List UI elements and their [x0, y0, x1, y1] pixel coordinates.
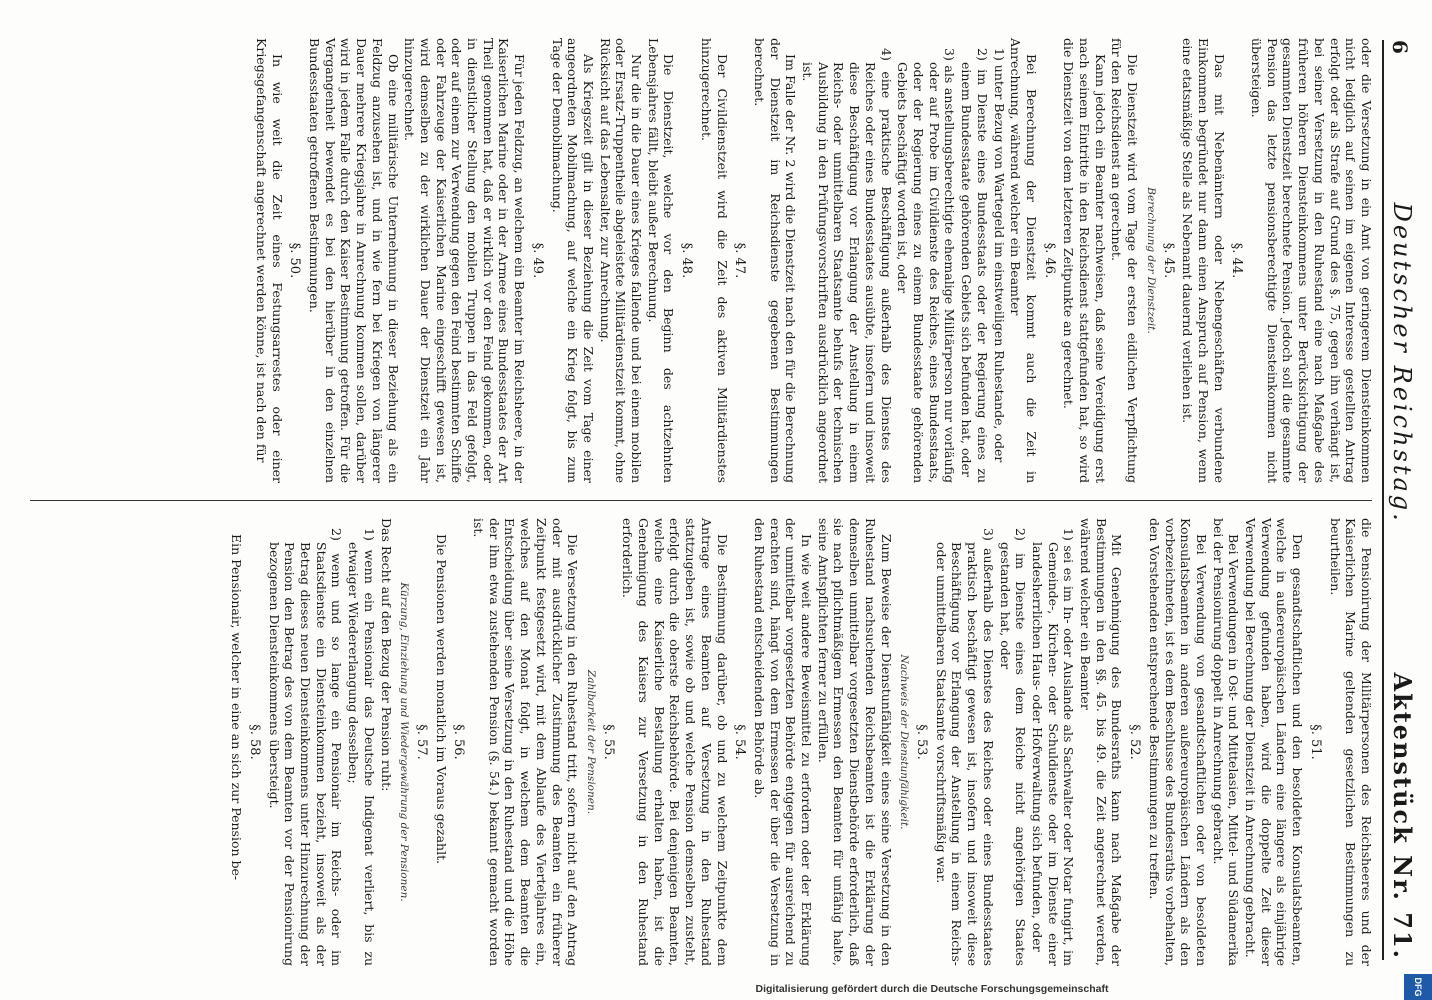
document-number: Aktenstück Nr. 71. — [1388, 672, 1417, 960]
list-item: 2) im Dienste eines dem Reiche nicht angehörigen Staates gestanden hat, oder — [997, 528, 1029, 966]
section-heading: §. 49. — [529, 242, 545, 279]
page-title: Deutscher Reichstag. — [1388, 202, 1416, 524]
paragraph: Die Dienstzeit, welche vor den Beginn des achtzehnten Lebensjahres fällt, bleibt außer Berechnung. — [645, 38, 677, 483]
list-item: 1) wenn ein Pensionair das Deutsche Indigenat verliert, bis zu etwaiger Wiedererlangung desselben; — [346, 528, 377, 966]
section-heading: §. 53. — [914, 724, 930, 760]
digitization-note — [672, 982, 1192, 996]
section-heading: §. 58. — [246, 724, 262, 760]
section-heading: §. 54. — [732, 724, 748, 760]
section-heading: §. 56. — [451, 724, 467, 760]
paragraph: Ob eine militärische Unternehmung in dieser Beziehung als ein Feldzug anzusehen ist, und in wie fern bei Kriegen von längerer Dauer mehrere Kriegsjahre in Anrechnung kommen sollen, darüber wird in jedem Falle durch den Kaiser Bestimmung getroffen. Für die Vergangenheit bewendet es bei den hierüber in den einzelnen Bundesstaaten getroffenen Bestimmungen. — [307, 38, 401, 483]
dfg-logo: DFG — [1404, 974, 1432, 1000]
section-heading: §. 50. — [287, 242, 303, 279]
left-column — [20, 38, 1374, 483]
paragraph: Die Dienstzeit wird vom Tage der ersten eidlichen Verpflichtung für den Reichsdienst an gerechnet. — [1109, 38, 1141, 483]
paragraph: In wie weit andere Beweismittel zu erfordern oder der Erklärung der unmittelbar vorgesetzten Behörde entgegen für ausreichend zu erachten sind, hängt von dem Ermessen der über die Versetzung in den Ruhestand entscheidenden Behörde ab. — [751, 518, 815, 966]
paragraph: Mit Genehmigung des Bundesraths kann nach Maßgabe der Bestimmungen in den §§. 45. bis 49. die Zeit angerechnet werden, während welcher ein Beamter — [1078, 518, 1125, 966]
paragraph: Kann jedoch ein Beamter nachweisen, daß seine Vereidigung erst nach seinem Eintritte in den Reichsdienst stattgefunden hat, so wird die Dienstzeit von dem letzteren Zeitpunkte an gerechnet. — [1061, 38, 1108, 483]
section-heading: §. 57. — [413, 724, 429, 760]
list-item: 2) im Dienste eines Bundesstaats oder der Regierung eines zu einem Bundesstaate gehörenden Gebiets sich befunden hat, oder — [959, 48, 990, 483]
paragraph: Der Civildienstzeit wird die Zeit des aktiven Militärdienstes hinzugerechnet. — [698, 38, 730, 483]
paragraph: In wie weit die Zeit eines Festungsarrestes oder einer Kriegsgefangenschaft angerechnet werden könne, ist nach den für — [253, 38, 285, 483]
section-heading: §. 45. — [1160, 242, 1176, 279]
paragraph: Bei Verwendungen in Ost- und Mittelasien, Mittel- und Südamerika bei der Pensionirung doppelt in Anrechnung gebracht. — [1210, 518, 1242, 966]
paragraph: Nur die in die Dauer eines Krieges fallende und bei einem mobilen oder Ersatz-Truppentheile abgeleistete Militärdienstzeit kommt, ohne Rücksicht auf das Lebensalter, zur Anrechnung. — [597, 38, 645, 483]
paragraph: oder die Versetzung in ein Amt von geringerem Diensteinkommen nicht lediglich auf seinen im eigenen Interesse gestellten Antrag erfolgt oder als Strafe auf Grund des §. 75, gegen ihn verhängt ist, bei seiner Versetzung in den Ruhestand eine nach Maßgabe des früheren höheren Diensteinkommens unter Berücksichtigung der gesammten Dienstzeit berechnete Pension. Jedoch soll die gesammte Pension das letzte pensionsberechtigte Diensteinkommen nicht übersteigen. — [1249, 38, 1374, 483]
column-divider — [30, 500, 1372, 501]
paragraph: Ein Pensionair, welcher in eine an sich zur Pension be- — [229, 534, 245, 881]
list-item: 2) wenn und so lange ein Pensionair im Reichs- oder im Staatsdienste ein Diensteinkommen bezieht, insoweit als der Betrag dieses neuen Diensteinkommens unter Hinzurechnung der Pension den Betrag des von dem Beamten vor der Pensionirung bezogenen Diensteinkommens übersteigt. — [266, 528, 345, 966]
section-heading: §. 51. — [1307, 724, 1323, 760]
paragraph: Bei Verwendung von gesandtschaftlichen oder von besoldeten Konsulatsbeamten in anderen außereuropäischen Ländern als den vorbezeichneten, ist es dem Beschlusse des Bundesraths vorbehalten, den Vorstehenden entsprechende Bestimmungen zu treffen. — [1146, 518, 1209, 966]
paragraph: Die Pensionen werden monatlich im Voraus gezahlt. — [433, 534, 449, 865]
right-column — [20, 518, 1374, 966]
section-subtitle: Zahlbarkeit der Pensionen. — [584, 669, 597, 815]
paragraph: Die Bestimmung darüber, ob und zu welchem Zeitpunkte dem Antrage eines Beamten auf Versetzung in den Ruhestand stattzugeben ist, sowie ob und welche Pension demselben zusteht, erfolgt durch die oberste Reichsbehörde. Bei denjenigen Beamten, welche eine Kaiserliche Bestallung erhalten haben, ist die Genehmigung des Kaisers zur Versetzung in den Ruhestand erforderlich. — [620, 518, 730, 966]
paragraph: Bei Berechnung der Dienstzeit kommt auch die Zeit in Anrechnung, während welcher ein Beamter — [1008, 38, 1039, 483]
page-number: 6 — [1388, 40, 1412, 54]
paragraph: Das Recht auf den Bezug der Pension ruht: — [378, 518, 394, 792]
list-item: 3) als anstellungsberechtigte ehemalige Militärperson nur vorläufig oder auf Probe im Civildienste des Reiches, eines Bundesstaats, oder der Regierung eines zu einem Bundesstaate gehörenden Gebiets beschäftigt worden ist, oder — [895, 48, 958, 483]
section-heading: §. 55. — [600, 724, 616, 760]
section-heading: §. 48. — [679, 242, 695, 279]
page-header — [1382, 40, 1426, 960]
section-heading: §. 47. — [732, 242, 748, 279]
list-item: 4) eine praktische Beschäftigung außerhalb des Dienstes des Reiches oder eines Bundesstaates ausübte, insofern und insoweit diese Beschäftigung vor Erlangung der Anstellung in einem Reichs- oder unmittelbaren Staatsamte behufs der technischen Ausbildung in den Prüfungsvorschriften ausdrücklich angeordnet ist. — [800, 48, 894, 483]
list-item: 1) unter Bezug von Wartegeld im einstweiligen Ruhestande, oder — [991, 48, 1007, 463]
paragraph: Das mit Nebenämtern oder Nebengeschäften verbundene Einkommen begründet nur dann einen Anspruch auf Pension, wenn eine etatsmäßige Stelle als Nebenamt dauernd verliehen ist. — [1180, 38, 1227, 483]
section-heading: §. 44. — [1229, 242, 1245, 279]
list-item: 3) außerhalb des Dienstes des Reiches oder eines Bundesstaates praktisch beschäftigt gewesen ist, insofern und insoweit diese Beschäftigung vor Erlangung der Anstellung in einem Reichs- oder unmittelbaren Staatsamte vorschriftsmäßig war. — [933, 528, 996, 966]
section-subtitle: Berechnung der Dienstzeit. — [1144, 187, 1157, 334]
paragraph: Als Kriegszeit gilt in dieser Beziehung die Zeit vom Tage einer angeordneten Mobilmachung, auf welche ein Krieg folgt, bis zum Tage der Demobilmachung. — [549, 38, 596, 483]
section-subtitle: Nachweis der Dienstunfähigkeit. — [898, 654, 911, 830]
paragraph: Im Falle der Nr. 2 wird die Dienstzeit nach den für die Berechnung der Dienstzeit im Reichsdienste gegebenen Bestimmungen berechnet. — [751, 38, 799, 483]
paragraph: Zum Beweise der Dienstunfähigkeit eines seine Versetzung in den Ruhestand nachsuchenden Reichsbeamten ist die Erklärung der demselben unmittelbar vorgesetzten Dienstbehörde erforderlich, daß sie nach pflichtmäßigem Ermessen den Beamten für unfähig halte, seine Amtspflichten ferner zu erfüllen. — [815, 518, 894, 966]
paragraph: Die Versetzung in den Ruhestand tritt, sofern nicht auf den Antrag oder mit ausdrücklicher Zustimmung des Beamten ein früherer Zeitpunkt festgesetzt wird, mit dem Ablaufe des Vierteljahres ein, welches auf den Monat folgt, in welchem dem Beamten die Entscheidung über seine Versetzung in den Ruhestand und die Höhe der ihm etwa zustehenden Pension (§. 54.) bekannt gemacht worden ist. — [471, 518, 581, 966]
digitization-note-text: Digitalisierung gefördert durch die Deutsche Forschungsgemeinschaft — [755, 983, 1109, 995]
paragraph: Den gesandtschaftlichen und den besoldeten Konsulatsbeamten, welche in außereuropäischen Ländern eine längere als einjährige Verwendung gefunden haben, wird die doppelte Zeit dieser Verwendung bei Berechnung der Dienstzeit in Anrechnung gebracht. — [1243, 518, 1306, 966]
paragraph: Für jeden Feldzug, an welchem ein Beamter im Reichsheere, in der Kaiserlichen Marine oder in der Armee eines Bundesstaates der Art Theil genommen hat, daß er wirklich vor den Feind gekommen, oder in dienstlicher Stellung den mobilen Truppen in das Feld gefolgt, oder auf einem zur Verwendung gegen den Feind bestimmten Schiffe oder Fahrzeuge der Kaiserlichen Marine eingeschifft gewesen ist, wird demselben zu der wirklichen Dauer der Dienstzeit ein Jahr hinzugerechnet. — [402, 38, 528, 483]
paragraph: die Pensionirung der Militärpersonen des Reichsheeres und der Kaiserlichen Marine geltenden gesetzlichen Bestimmungen zu beurtheilen. — [1327, 518, 1374, 966]
section-heading: §. 46. — [1041, 242, 1057, 279]
list-item: 1) sei es im In- oder Auslande als Sachwalter oder Notar fungirt, im Gemeinde-, Kirchen- oder Schuldienste oder im Dienste einer landesherrlichen Haus- oder Hofverwaltung sich befunden, oder — [1029, 528, 1077, 966]
section-heading: §. 52. — [1127, 724, 1143, 760]
section-subtitle: Kürzung, Einziehung und Wiedergewährung der Pensionen. — [398, 582, 411, 902]
